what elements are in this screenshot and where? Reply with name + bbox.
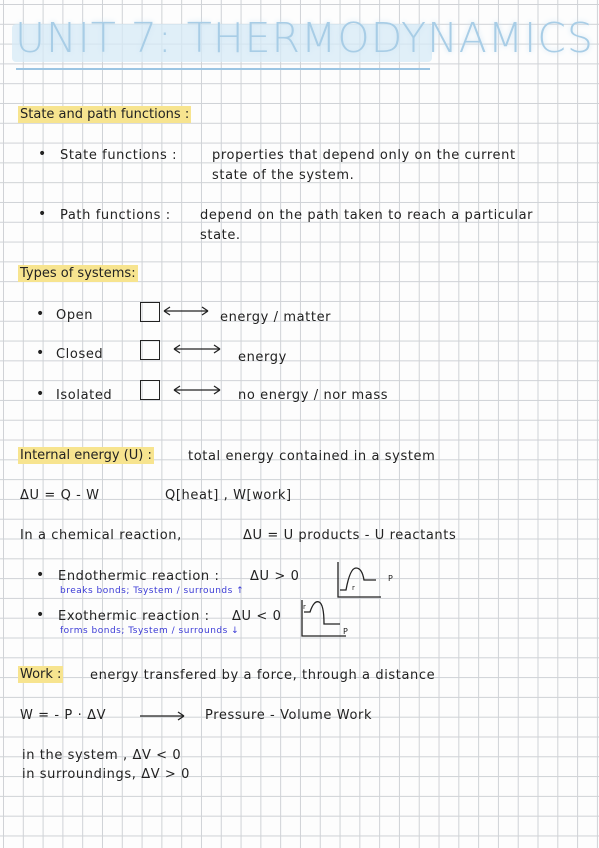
exothermic-note: forms bonds; Tsystem / surrounds ↓: [60, 626, 240, 636]
system-closed-label: Closed: [56, 347, 104, 362]
double-arrow-icon: [172, 342, 224, 356]
endothermic-energy-diagram: [336, 560, 386, 600]
bullet: •: [36, 345, 45, 361]
section-header-systems: Types of systems:: [20, 266, 136, 281]
endothermic-graph-p: P: [388, 574, 393, 583]
work-equation: W = - P · ΔV: [20, 708, 107, 723]
page-title: UNIT 7: THERMODYNAMICS: [15, 14, 594, 62]
state-functions-def-1: properties that depend only on the current: [212, 148, 516, 163]
state-functions-def-2: state of the system.: [212, 168, 355, 183]
double-arrow-icon: [172, 383, 224, 397]
double-arrow-icon: [162, 304, 212, 318]
title-underline: [16, 68, 430, 70]
path-functions-def-1: depend on the path taken to reach a particular: [200, 208, 534, 223]
endothermic-label: Endothermic reaction :: [58, 569, 220, 584]
bullet: •: [36, 567, 45, 583]
section-header-work: Work :: [20, 667, 62, 682]
internal-energy-desc: total energy contained in a system: [188, 449, 436, 464]
work-system-line: in the system , ΔV < 0: [22, 748, 182, 763]
exothermic-graph-p: P: [343, 627, 348, 636]
work-desc: energy transfered by a force, through a distance: [90, 668, 436, 683]
open-system-box-icon: [140, 302, 160, 322]
section-header-state-path: State and path functions :: [20, 107, 190, 122]
right-arrow-icon: [138, 710, 188, 722]
bullet: •: [36, 306, 45, 322]
reaction-line: In a chemical reaction,: [20, 528, 182, 543]
work-surroundings-line: in surroundings, ΔV > 0: [22, 767, 191, 782]
endothermic-condition: ΔU > 0: [250, 569, 300, 584]
internal-energy-vars: Q[heat] , W[work]: [165, 488, 292, 503]
path-functions-label: Path functions :: [60, 208, 171, 223]
state-functions-label: State functions :: [60, 148, 178, 163]
system-open-desc: energy / matter: [220, 310, 332, 325]
system-open-label: Open: [56, 308, 94, 323]
bullet: •: [36, 607, 45, 623]
path-functions-def-2: state.: [200, 228, 241, 243]
section-header-internal-energy: Internal energy (U) :: [20, 448, 152, 463]
closed-system-box-icon: [140, 340, 160, 360]
exothermic-graph-r: r: [303, 603, 306, 611]
bullet: •: [38, 206, 47, 222]
system-closed-desc: energy: [238, 350, 287, 365]
exothermic-label: Exothermic reaction :: [58, 609, 210, 624]
bullet: •: [38, 146, 47, 162]
endothermic-note: breaks bonds; Tsystem / surrounds ↑: [60, 586, 245, 596]
reaction-equation: ΔU = U products - U reactants: [243, 528, 457, 543]
exothermic-condition: ΔU < 0: [232, 609, 282, 624]
system-isolated-desc: no energy / nor mass: [238, 388, 389, 403]
isolated-system-box-icon: [140, 380, 160, 400]
bullet: •: [36, 386, 45, 402]
endothermic-graph-r: r: [352, 584, 355, 592]
system-isolated-label: Isolated: [56, 388, 113, 403]
internal-energy-equation: ΔU = Q - W: [20, 488, 100, 503]
work-result: Pressure - Volume Work: [205, 708, 373, 723]
